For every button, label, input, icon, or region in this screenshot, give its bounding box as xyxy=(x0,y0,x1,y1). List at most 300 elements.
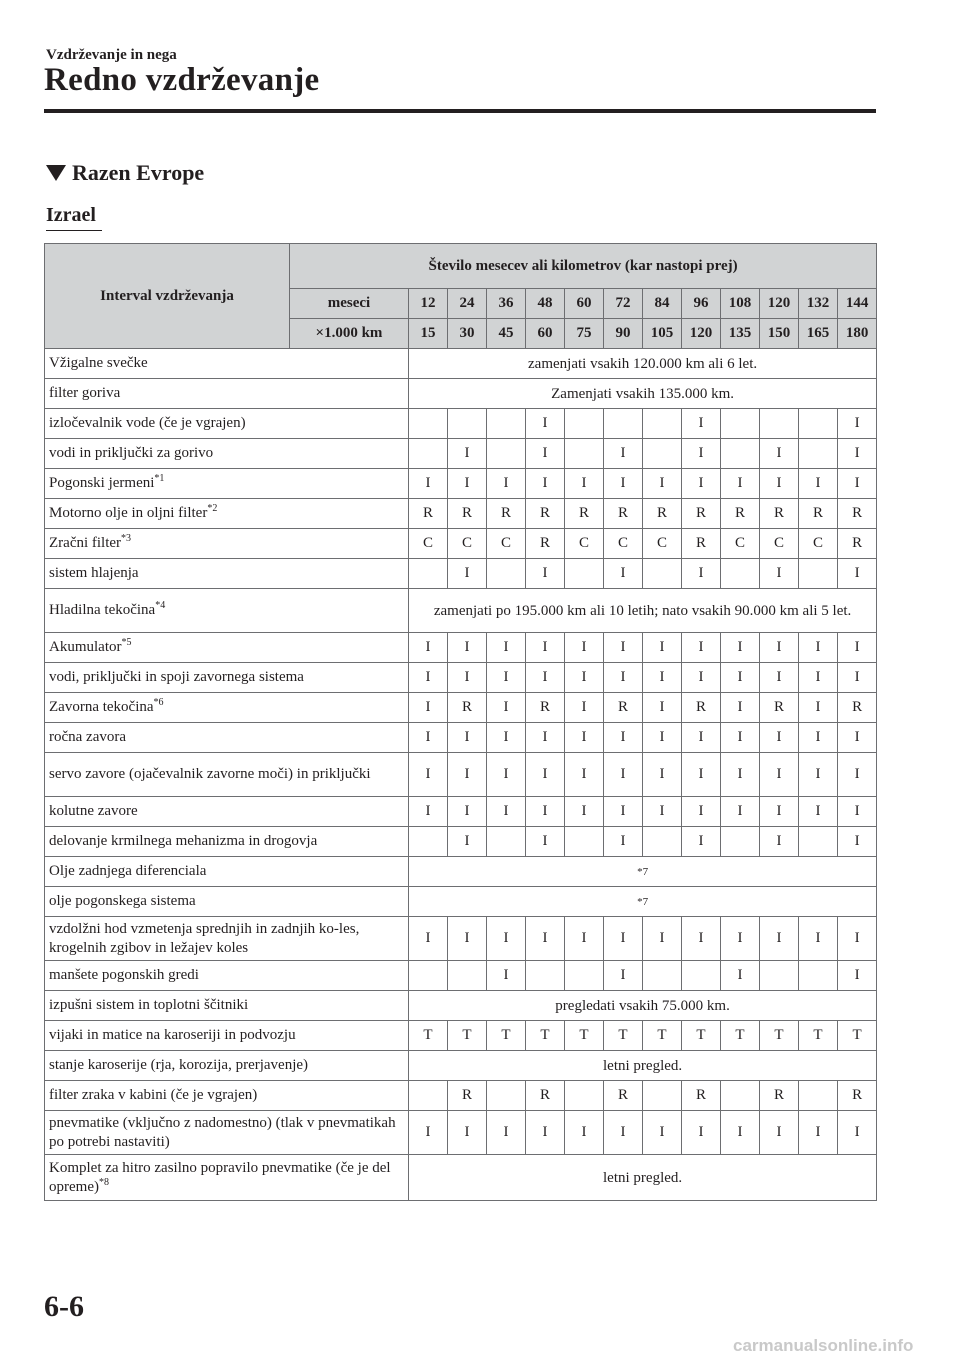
schedule-cell xyxy=(565,559,604,589)
schedule-cell: I xyxy=(526,559,565,589)
schedule-cell: R xyxy=(604,693,643,723)
schedule-cell: I xyxy=(604,797,643,827)
schedule-cell xyxy=(799,409,838,439)
row-label xyxy=(45,559,409,589)
schedule-cell: I xyxy=(487,917,526,961)
row-label-text: izločevalnik vode (če je vgrajen) xyxy=(49,415,246,431)
schedule-cell: R xyxy=(643,499,682,529)
row-label-text: vzdolžni hod vzmetenja sprednjih in zadnjih ko-les, krogelnih zgibov in ležajev koles xyxy=(49,920,360,956)
schedule-cell: I xyxy=(799,797,838,827)
corner-header: Interval vzdrževanja xyxy=(45,244,290,349)
schedule-cell xyxy=(565,1081,604,1111)
schedule-cell: R xyxy=(682,1081,721,1111)
row-label-text: servo zavore (ojačevalnik zavorne moči) in priključki xyxy=(49,766,371,782)
schedule-cell: I xyxy=(448,753,487,797)
schedule-cell: I xyxy=(760,827,799,857)
schedule-cell: T xyxy=(838,1021,877,1051)
row-span-note: Zamenjati vsakih 135.000 km. xyxy=(409,379,877,409)
schedule-cell xyxy=(565,409,604,439)
schedule-cell xyxy=(721,409,760,439)
schedule-cell xyxy=(409,439,448,469)
schedule-cell xyxy=(565,439,604,469)
schedule-cell: I xyxy=(838,723,877,753)
triangle-down-icon xyxy=(46,165,66,181)
schedule-cell: I xyxy=(799,469,838,499)
table-row xyxy=(45,857,877,887)
schedule-cell: I xyxy=(448,827,487,857)
schedule-cell: I xyxy=(682,633,721,663)
km-header-cell: 120 xyxy=(682,319,721,349)
row-label xyxy=(45,1081,409,1111)
schedule-cell: I xyxy=(760,917,799,961)
row-label-text: Pogonski jermeni xyxy=(49,475,155,491)
schedule-cell: I xyxy=(487,723,526,753)
schedule-cell: R xyxy=(448,693,487,723)
schedule-cell: I xyxy=(760,663,799,693)
schedule-cell xyxy=(760,409,799,439)
row-label xyxy=(45,409,409,439)
schedule-cell: R xyxy=(448,499,487,529)
row-label xyxy=(45,961,409,991)
schedule-cell: I xyxy=(487,663,526,693)
schedule-cell: R xyxy=(760,1081,799,1111)
schedule-cell xyxy=(487,827,526,857)
km-header-cell: 135 xyxy=(721,319,760,349)
row-label-text: Zavorna tekočina xyxy=(49,699,154,715)
schedule-cell: I xyxy=(682,723,721,753)
row-label xyxy=(45,887,409,917)
schedule-cell xyxy=(487,439,526,469)
months-header-cell: 12 xyxy=(409,289,448,319)
schedule-cell: I xyxy=(760,469,799,499)
footnote-marker: *6 xyxy=(153,697,164,708)
schedule-cell: I xyxy=(448,917,487,961)
schedule-cell: I xyxy=(526,469,565,499)
months-header-cell: 84 xyxy=(643,289,682,319)
schedule-cell: I xyxy=(409,663,448,693)
subheading xyxy=(46,160,204,186)
schedule-cell: I xyxy=(838,1111,877,1155)
schedule-cell xyxy=(409,827,448,857)
schedule-cell: I xyxy=(682,1111,721,1155)
schedule-cell: R xyxy=(526,529,565,559)
schedule-cell: T xyxy=(721,1021,760,1051)
schedule-cell xyxy=(409,961,448,991)
schedule-cell: C xyxy=(643,529,682,559)
row-label-text: vijaki in matice na karoseriji in podvozju xyxy=(49,1027,296,1043)
row-label-text: Motorno olje in oljni filter xyxy=(49,505,208,521)
row-label-text: izpušni sistem in toplotni ščitniki xyxy=(49,997,249,1013)
schedule-cell: I xyxy=(838,663,877,693)
schedule-cell: C xyxy=(565,529,604,559)
schedule-cell: I xyxy=(409,797,448,827)
schedule-cell: I xyxy=(838,633,877,663)
schedule-cell xyxy=(565,961,604,991)
schedule-cell: I xyxy=(526,723,565,753)
watermark: carmanualsonline.info xyxy=(733,1336,914,1355)
months-header-cell: 48 xyxy=(526,289,565,319)
row-label xyxy=(45,529,409,559)
schedule-cell xyxy=(487,1081,526,1111)
row-label-text: vodi in priključki za gorivo xyxy=(49,445,214,461)
row-span-note: *7 xyxy=(409,857,877,887)
table-row xyxy=(45,529,877,559)
row-label xyxy=(45,723,409,753)
schedule-cell: I xyxy=(838,559,877,589)
schedule-cell: I xyxy=(838,753,877,797)
schedule-cell: I xyxy=(487,753,526,797)
schedule-cell: I xyxy=(643,1111,682,1155)
schedule-cell: I xyxy=(448,439,487,469)
schedule-cell: T xyxy=(799,1021,838,1051)
schedule-cell: R xyxy=(760,499,799,529)
km-label: ×1.000 km xyxy=(290,319,409,349)
table-row xyxy=(45,1021,877,1051)
maintenance-schedule-table xyxy=(44,243,877,1201)
schedule-cell: R xyxy=(838,499,877,529)
table-row xyxy=(45,797,877,827)
group-header: Število mesecev ali kilometrov (kar nastopi prej) xyxy=(290,244,877,289)
schedule-cell xyxy=(721,439,760,469)
schedule-cell: I xyxy=(409,753,448,797)
schedule-cell: I xyxy=(409,917,448,961)
schedule-cell: C xyxy=(604,529,643,559)
row-label-text: vodi, priključki in spoji zavornega sistema xyxy=(49,669,304,685)
row-label xyxy=(45,827,409,857)
table-row xyxy=(45,559,877,589)
schedule-cell xyxy=(760,961,799,991)
months-header-cell: 108 xyxy=(721,289,760,319)
schedule-cell: I xyxy=(682,559,721,589)
schedule-cell: I xyxy=(643,797,682,827)
schedule-cell: I xyxy=(565,723,604,753)
schedule-cell: I xyxy=(838,409,877,439)
schedule-cell: I xyxy=(760,633,799,663)
row-label xyxy=(45,1021,409,1051)
schedule-cell: I xyxy=(682,753,721,797)
row-label-text: stanje karoserije (rja, korozija, prerjavenje) xyxy=(49,1057,309,1073)
schedule-cell: I xyxy=(838,797,877,827)
schedule-cell xyxy=(643,961,682,991)
row-label-text: Komplet za hitro zasilno popravilo pnevmatike (če je del opreme) xyxy=(49,1159,391,1195)
schedule-cell: R xyxy=(448,1081,487,1111)
schedule-cell: C xyxy=(760,529,799,559)
row-label xyxy=(45,753,409,797)
table-row xyxy=(45,663,877,693)
schedule-cell: I xyxy=(838,961,877,991)
schedule-cell: R xyxy=(565,499,604,529)
region-heading: Izrael xyxy=(46,204,96,226)
schedule-cell: I xyxy=(604,1111,643,1155)
schedule-cell: I xyxy=(643,693,682,723)
schedule-cell: I xyxy=(565,663,604,693)
row-label-text: kolutne zavore xyxy=(49,803,138,819)
schedule-cell xyxy=(604,409,643,439)
row-span-note: zamenjati vsakih 120.000 km ali 6 let. xyxy=(409,349,877,379)
schedule-cell: I xyxy=(760,559,799,589)
schedule-cell: I xyxy=(838,827,877,857)
table-row xyxy=(45,1081,877,1111)
row-span-note: letni pregled. xyxy=(409,1155,877,1201)
schedule-cell: I xyxy=(604,961,643,991)
schedule-cell: I xyxy=(409,723,448,753)
schedule-cell: I xyxy=(643,663,682,693)
schedule-cell: I xyxy=(721,663,760,693)
schedule-cell: T xyxy=(682,1021,721,1051)
schedule-cell xyxy=(409,409,448,439)
row-label xyxy=(45,379,409,409)
km-header-cell: 105 xyxy=(643,319,682,349)
schedule-cell: I xyxy=(409,693,448,723)
schedule-cell: R xyxy=(526,1081,565,1111)
schedule-cell: I xyxy=(760,753,799,797)
schedule-cell: R xyxy=(526,499,565,529)
footnote-marker: *2 xyxy=(207,503,218,514)
schedule-cell: R xyxy=(526,693,565,723)
schedule-cell: I xyxy=(448,1111,487,1155)
schedule-cell: I xyxy=(760,723,799,753)
table-row xyxy=(45,991,877,1021)
schedule-cell: I xyxy=(760,797,799,827)
schedule-cell: I xyxy=(799,917,838,961)
schedule-cell: I xyxy=(409,469,448,499)
schedule-cell: T xyxy=(760,1021,799,1051)
row-label xyxy=(45,857,409,887)
table-row xyxy=(45,887,877,917)
months-header-cell: 24 xyxy=(448,289,487,319)
row-label-text: filter zraka v kabini (če je vgrajen) xyxy=(49,1087,258,1103)
schedule-cell: T xyxy=(604,1021,643,1051)
row-label-text: Hladilna tekočina xyxy=(49,602,156,618)
table-row xyxy=(45,1155,877,1201)
schedule-cell: I xyxy=(448,633,487,663)
table-row xyxy=(45,349,877,379)
schedule-cell: R xyxy=(838,529,877,559)
schedule-cell: R xyxy=(604,499,643,529)
row-label-text: Zračni filter xyxy=(49,535,122,551)
schedule-cell xyxy=(643,559,682,589)
schedule-cell: C xyxy=(448,529,487,559)
row-span-note: pregledati vsakih 75.000 km. xyxy=(409,991,877,1021)
footnote-marker: *5 xyxy=(121,637,132,648)
row-label-text: pnevmatike (vključno z nadomestno) (tlak v pnevmatikah po potrebi nastaviti) xyxy=(49,1114,396,1150)
row-span-note: letni pregled. xyxy=(409,1051,877,1081)
table-row xyxy=(45,379,877,409)
region-underline xyxy=(46,230,102,231)
schedule-cell: I xyxy=(682,663,721,693)
schedule-cell: I xyxy=(448,797,487,827)
schedule-cell: I xyxy=(604,439,643,469)
schedule-cell xyxy=(721,559,760,589)
km-header-cell: 30 xyxy=(448,319,487,349)
schedule-cell xyxy=(448,961,487,991)
row-label-text: delovanje krmilnega mehanizma in drogovja xyxy=(49,833,318,849)
km-header-cell: 75 xyxy=(565,319,604,349)
months-header-cell: 120 xyxy=(760,289,799,319)
row-label xyxy=(45,499,409,529)
schedule-cell: I xyxy=(721,633,760,663)
table-row xyxy=(45,499,877,529)
schedule-cell xyxy=(799,559,838,589)
schedule-cell: R xyxy=(604,1081,643,1111)
row-label xyxy=(45,589,409,633)
months-header-cell: 132 xyxy=(799,289,838,319)
row-label-text: Akumulator xyxy=(49,639,122,655)
footnote-marker: *3 xyxy=(121,533,132,544)
schedule-cell xyxy=(799,827,838,857)
schedule-cell: I xyxy=(565,469,604,499)
table-row xyxy=(45,827,877,857)
table-row xyxy=(45,1111,877,1155)
schedule-cell: I xyxy=(682,917,721,961)
schedule-cell: I xyxy=(604,753,643,797)
row-label xyxy=(45,917,409,961)
page-number: 6-6 xyxy=(44,1290,84,1323)
months-label: meseci xyxy=(290,289,409,319)
schedule-cell: C xyxy=(799,529,838,559)
schedule-cell: I xyxy=(721,469,760,499)
schedule-cell: I xyxy=(526,439,565,469)
schedule-cell: I xyxy=(409,1111,448,1155)
schedule-cell: I xyxy=(643,753,682,797)
schedule-cell: I xyxy=(721,917,760,961)
schedule-cell xyxy=(682,961,721,991)
schedule-cell: C xyxy=(409,529,448,559)
schedule-cell: I xyxy=(487,961,526,991)
subheading-text: Razen Evrope xyxy=(72,160,205,185)
row-label-text: Vžigalne svečke xyxy=(49,355,148,371)
schedule-cell: I xyxy=(799,1111,838,1155)
row-label xyxy=(45,693,409,723)
km-header-cell: 45 xyxy=(487,319,526,349)
schedule-cell: I xyxy=(721,1111,760,1155)
schedule-cell: T xyxy=(565,1021,604,1051)
schedule-cell: I xyxy=(604,827,643,857)
schedule-cell: I xyxy=(838,439,877,469)
schedule-cell: R xyxy=(682,529,721,559)
schedule-cell: I xyxy=(487,1111,526,1155)
row-label-text: ročna zavora xyxy=(49,729,127,745)
schedule-cell xyxy=(721,827,760,857)
schedule-cell xyxy=(487,409,526,439)
schedule-cell: I xyxy=(799,633,838,663)
schedule-cell: I xyxy=(604,663,643,693)
table-row xyxy=(45,439,877,469)
footnote-marker: *4 xyxy=(155,600,166,611)
months-header-cell: 36 xyxy=(487,289,526,319)
table-row xyxy=(45,753,877,797)
schedule-cell: I xyxy=(643,633,682,663)
schedule-cell: I xyxy=(799,663,838,693)
schedule-cell: I xyxy=(799,723,838,753)
row-label xyxy=(45,1111,409,1155)
table-row xyxy=(45,469,877,499)
schedule-cell: R xyxy=(799,499,838,529)
schedule-cell xyxy=(409,1081,448,1111)
schedule-cell: I xyxy=(526,409,565,439)
footnote-marker: *8 xyxy=(98,1176,109,1188)
schedule-cell xyxy=(643,1081,682,1111)
schedule-cell: I xyxy=(838,469,877,499)
table-row xyxy=(45,409,877,439)
months-header-cell: 96 xyxy=(682,289,721,319)
schedule-cell: I xyxy=(682,797,721,827)
table-row xyxy=(45,693,877,723)
schedule-cell: I xyxy=(721,693,760,723)
schedule-cell: I xyxy=(682,439,721,469)
row-label xyxy=(45,349,409,379)
schedule-cell: I xyxy=(526,663,565,693)
km-header-cell: 90 xyxy=(604,319,643,349)
schedule-cell: R xyxy=(409,499,448,529)
schedule-cell: I xyxy=(487,797,526,827)
table-row xyxy=(45,633,877,663)
table-row xyxy=(45,1051,877,1081)
row-label xyxy=(45,633,409,663)
schedule-cell xyxy=(409,559,448,589)
row-label xyxy=(45,439,409,469)
schedule-cell: I xyxy=(565,633,604,663)
schedule-body xyxy=(45,349,877,1201)
row-label xyxy=(45,1155,409,1201)
row-label xyxy=(45,663,409,693)
schedule-cell: I xyxy=(604,723,643,753)
schedule-cell xyxy=(721,1081,760,1111)
schedule-cell: I xyxy=(565,693,604,723)
row-label-text: Olje zadnjega diferenciala xyxy=(49,863,207,879)
schedule-cell: I xyxy=(565,753,604,797)
schedule-cell: T xyxy=(409,1021,448,1051)
months-header-cell: 144 xyxy=(838,289,877,319)
schedule-cell: R xyxy=(682,693,721,723)
schedule-cell: I xyxy=(409,633,448,663)
schedule-cell: I xyxy=(526,1111,565,1155)
schedule-cell: I xyxy=(565,1111,604,1155)
schedule-cell: I xyxy=(448,723,487,753)
km-header-cell: 150 xyxy=(760,319,799,349)
schedule-cell xyxy=(799,1081,838,1111)
schedule-cell: I xyxy=(682,409,721,439)
row-label xyxy=(45,469,409,499)
schedule-cell: I xyxy=(643,917,682,961)
km-header-cell: 15 xyxy=(409,319,448,349)
schedule-cell xyxy=(526,961,565,991)
table-row xyxy=(45,723,877,753)
schedule-cell: I xyxy=(721,753,760,797)
schedule-cell: R xyxy=(721,499,760,529)
table-row xyxy=(45,589,877,633)
schedule-cell: R xyxy=(682,499,721,529)
schedule-cell: I xyxy=(604,469,643,499)
schedule-cell xyxy=(799,439,838,469)
schedule-cell xyxy=(565,827,604,857)
row-label xyxy=(45,797,409,827)
schedule-cell: T xyxy=(526,1021,565,1051)
title-rule xyxy=(44,109,876,113)
schedule-cell: I xyxy=(565,797,604,827)
schedule-cell: I xyxy=(448,663,487,693)
schedule-cell: I xyxy=(526,633,565,663)
schedule-cell xyxy=(643,439,682,469)
row-label-text: manšete pogonskih gredi xyxy=(49,967,199,983)
page-title: Redno vzdrževanje xyxy=(44,62,320,98)
schedule-cell: I xyxy=(721,797,760,827)
schedule-cell: R xyxy=(838,1081,877,1111)
schedule-cell: R xyxy=(760,693,799,723)
row-label-text: filter goriva xyxy=(49,385,121,401)
schedule-cell: I xyxy=(799,693,838,723)
schedule-cell: T xyxy=(487,1021,526,1051)
